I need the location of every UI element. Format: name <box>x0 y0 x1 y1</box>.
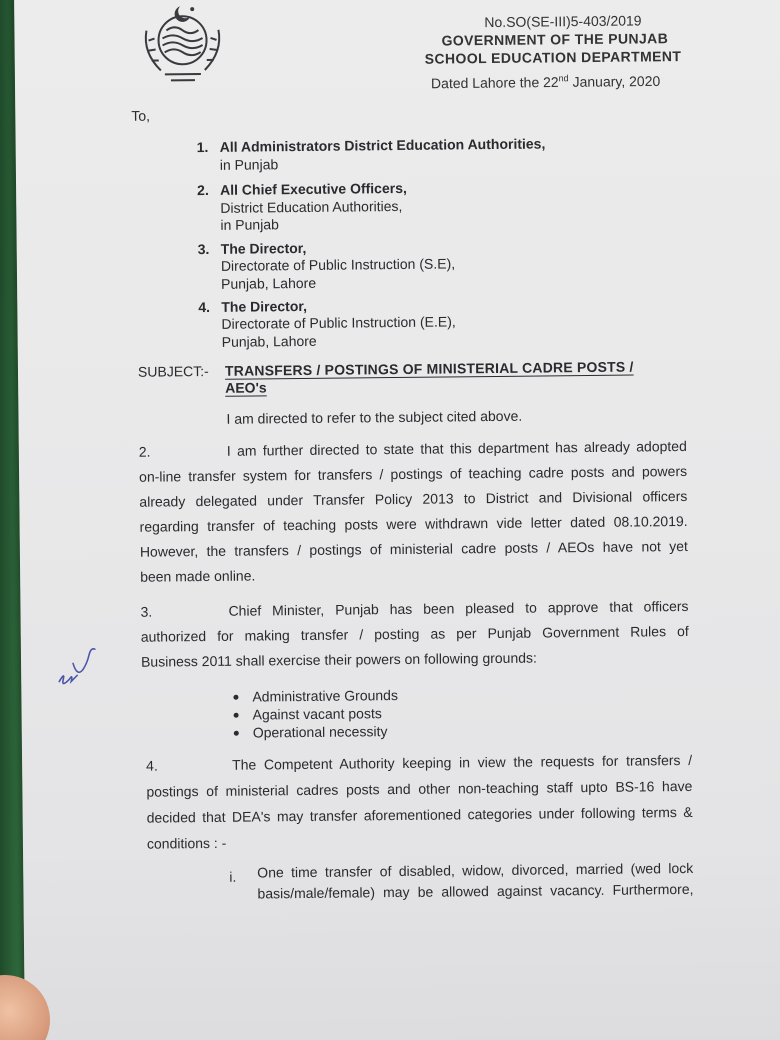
condition-line: One time transfer of disabled, widow, divorced, married (wed lock <box>257 859 694 881</box>
paragraph-4-line: decided that DEA's may transfer aforementioned categories under following terms & <box>146 803 693 826</box>
recipient-line: District Education Authorities, <box>220 197 403 216</box>
recipient-line: in Punjab <box>219 156 279 173</box>
recipient-number: 2. <box>197 181 209 199</box>
paragraph-4-line: conditions : - <box>146 834 227 852</box>
condition-number: i. <box>229 868 237 885</box>
subject-line-1: TRANSFERS / POSTINGS OF MINISTERIAL CADRE POSTS / <box>224 358 634 379</box>
paragraph-number: 2. <box>138 443 151 460</box>
paragraph-3-line: Business 2011 shall exercise their powers on following grounds: <box>140 649 537 670</box>
recipient-line: Punjab, Lahore <box>221 274 317 292</box>
paragraph-4-line: postings of ministerial cadres posts and other non-teaching staff upto BS-16 have <box>146 777 693 800</box>
paragraph-number: 3. <box>140 603 153 620</box>
condition-line: basis/male/female) may be allowed against vacancy. Furthermore, <box>257 880 694 902</box>
paragraph-1: I am directed to refer to the subject cited above. <box>226 407 523 427</box>
recipient-number: 3. <box>197 240 210 258</box>
recipient-line: Directorate of Public Instruction (E.E), <box>221 313 456 332</box>
recipient-line: Punjab, Lahore <box>221 332 317 350</box>
recipient-number: 1. <box>196 138 209 156</box>
subject-line-2: AEO's <box>225 379 267 396</box>
reference-number: No.SO(SE-III)5-403/2019 <box>484 12 642 31</box>
recipient-title: The Director, <box>220 239 307 257</box>
recipient-number: 4. <box>198 298 211 316</box>
recipient-title: All Chief Executive Officers, <box>220 179 407 198</box>
bullet-icon <box>234 713 239 718</box>
paragraph-4-line: The Competent Authority keeping in view the requests for transfers / <box>232 751 693 773</box>
date-suffix: January, 2020 <box>568 72 661 90</box>
ground-item: Operational necessity <box>252 723 388 741</box>
letter-paper <box>14 0 780 1040</box>
date-line <box>431 73 660 90</box>
paragraph-3-line: Chief Minister, Punjab has been pleased to approve that officers <box>228 597 689 619</box>
recipient-title: All Administrators District Education Authorities, <box>219 135 546 155</box>
bullet-icon <box>234 731 239 736</box>
to-label: To, <box>131 107 151 124</box>
handwritten-initials-mark <box>55 641 100 693</box>
recipient-line: in Punjab <box>220 216 279 233</box>
paragraph-2-line: regarding transfer of teaching posts were withdrawn vide letter dated 08.10.2019. <box>139 512 688 535</box>
subject-label: SUBJECT:- <box>137 362 209 380</box>
ground-item: Against vacant posts <box>252 705 382 723</box>
date-prefix: Dated Lahore the 22 <box>430 73 559 92</box>
paragraph-2-line: I am further directed to state that this department has already adopted <box>226 437 687 459</box>
punjab-emblem-logo <box>136 0 229 89</box>
bullet-icon <box>233 695 238 700</box>
paragraph-2-line: been made online. <box>140 567 256 585</box>
paragraph-2-line: on-line transfer system for transfers / postings of teaching cadre posts and powers <box>139 462 688 485</box>
paragraph-2-line: However, the transfers / postings of ministerial cadre posts / AEOs have not yet <box>139 537 688 560</box>
department-title: SCHOOL EDUCATION DEPARTMENT <box>424 48 682 67</box>
ground-item: Administrative Grounds <box>252 687 399 705</box>
date-superscript: nd <box>558 73 569 84</box>
government-title: GOVERNMENT OF THE PUNJAB <box>441 30 669 49</box>
recipient-title: The Director, <box>221 297 308 315</box>
paragraph-3-line: authorized for making transfer / posting as per Punjab Government Rules of <box>140 622 689 645</box>
paragraph-number: 4. <box>146 757 158 774</box>
recipient-line: Directorate of Public Instruction (S.E), <box>220 255 456 274</box>
paragraph-2-line: already delegated under Transfer Policy 2013 to District and Divisional officers <box>139 487 688 510</box>
